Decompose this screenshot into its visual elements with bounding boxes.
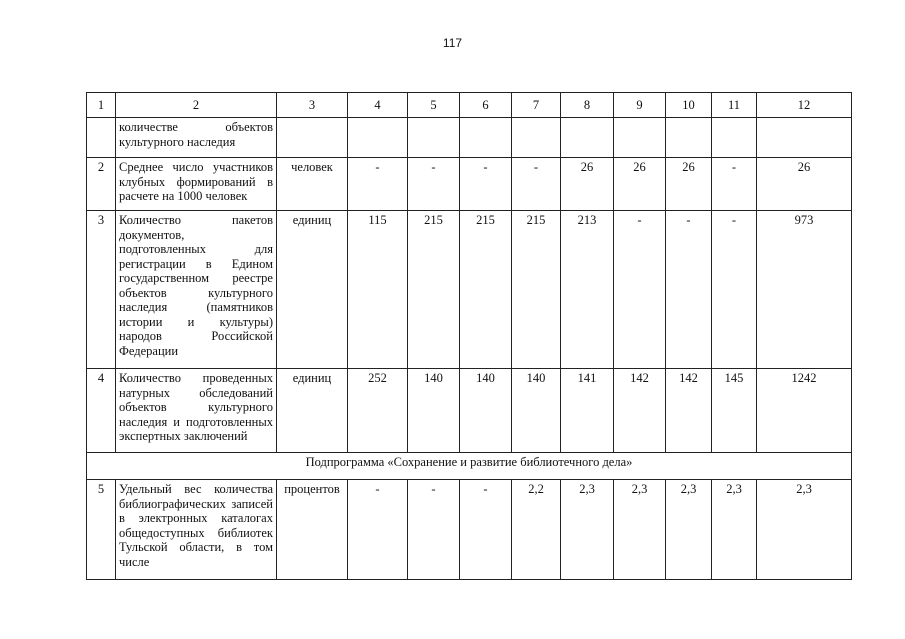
row-number: 2 [87,158,116,211]
header-cell: 12 [757,93,852,118]
value-cell: - [348,480,408,580]
value-cell: 141 [561,369,614,453]
header-cell: 9 [614,93,666,118]
value-cell: 145 [712,369,757,453]
value-cell: 142 [614,369,666,453]
value-cell: 140 [460,369,512,453]
value-cell: 215 [460,211,512,369]
subprogram-title: Подпрограмма «Сохранение и развитие библиотечного дела» [87,453,852,480]
value-cell: 2,2 [512,480,561,580]
value-cell: 215 [512,211,561,369]
header-cell: 2 [116,93,277,118]
value-cell: 215 [408,211,460,369]
value-cell: 2,3 [614,480,666,580]
value-cell: 26 [757,158,852,211]
row-number: 3 [87,211,116,369]
value-cell: - [460,158,512,211]
value-cell: 973 [757,211,852,369]
value-cell: 140 [512,369,561,453]
indicator-unit: единиц [277,369,348,453]
header-cell: 3 [277,93,348,118]
header-cell: 10 [666,93,712,118]
indicator-unit: единиц [277,211,348,369]
value-cell: - [512,158,561,211]
value-cell: - [614,211,666,369]
value-cell: 2,3 [757,480,852,580]
header-cell: 5 [408,93,460,118]
row-number: 5 [87,480,116,580]
header-cell: 11 [712,93,757,118]
value-cell: - [712,158,757,211]
value-cell: 252 [348,369,408,453]
header-cell: 6 [460,93,512,118]
value-cell: - [408,480,460,580]
header-cell: 4 [348,93,408,118]
indicator-description: Количество проведенных натурных обследований объектов культурного наследия и подготовленных экспертных заключений [116,369,277,453]
header-cell: 7 [512,93,561,118]
page-number: 117 [442,36,463,50]
value-cell: 213 [561,211,614,369]
indicators-table [86,92,852,580]
subprogram-row [87,453,852,480]
indicator-description: Количество пакетов документов, подготовленных для регистрации в Едином государственном реестре объектов культурного наследия (памятников истории и культуры) народов Российской Федерации [116,211,277,369]
table-row [87,369,852,453]
value-cell: - [712,211,757,369]
row-number: 4 [87,369,116,453]
table-row-continuation [87,118,852,158]
indicator-description: количестве объектов культурного наследия [116,118,277,158]
table-row [87,158,852,211]
value-cell: 2,3 [666,480,712,580]
value-cell: 26 [666,158,712,211]
table-header-row [87,93,852,118]
value-cell: - [408,158,460,211]
value-cell: 2,3 [712,480,757,580]
indicator-description: Среднее число участников клубных формирований в расчете на 1000 человек [116,158,277,211]
value-cell: 115 [348,211,408,369]
indicator-description: Удельный вес количества библиографических записей в электронных каталогах общедоступных библиотек Тульской области, в том числе [116,480,277,580]
value-cell: - [460,480,512,580]
value-cell: 1242 [757,369,852,453]
table-row [87,211,852,369]
value-cell: - [348,158,408,211]
value-cell: - [666,211,712,369]
indicator-unit: процентов [277,480,348,580]
value-cell: 140 [408,369,460,453]
value-cell: 142 [666,369,712,453]
value-cell: 26 [561,158,614,211]
value-cell: 2,3 [561,480,614,580]
value-cell: 26 [614,158,666,211]
indicator-unit: человек [277,158,348,211]
table-row [87,480,852,580]
header-cell: 8 [561,93,614,118]
header-cell: 1 [87,93,116,118]
